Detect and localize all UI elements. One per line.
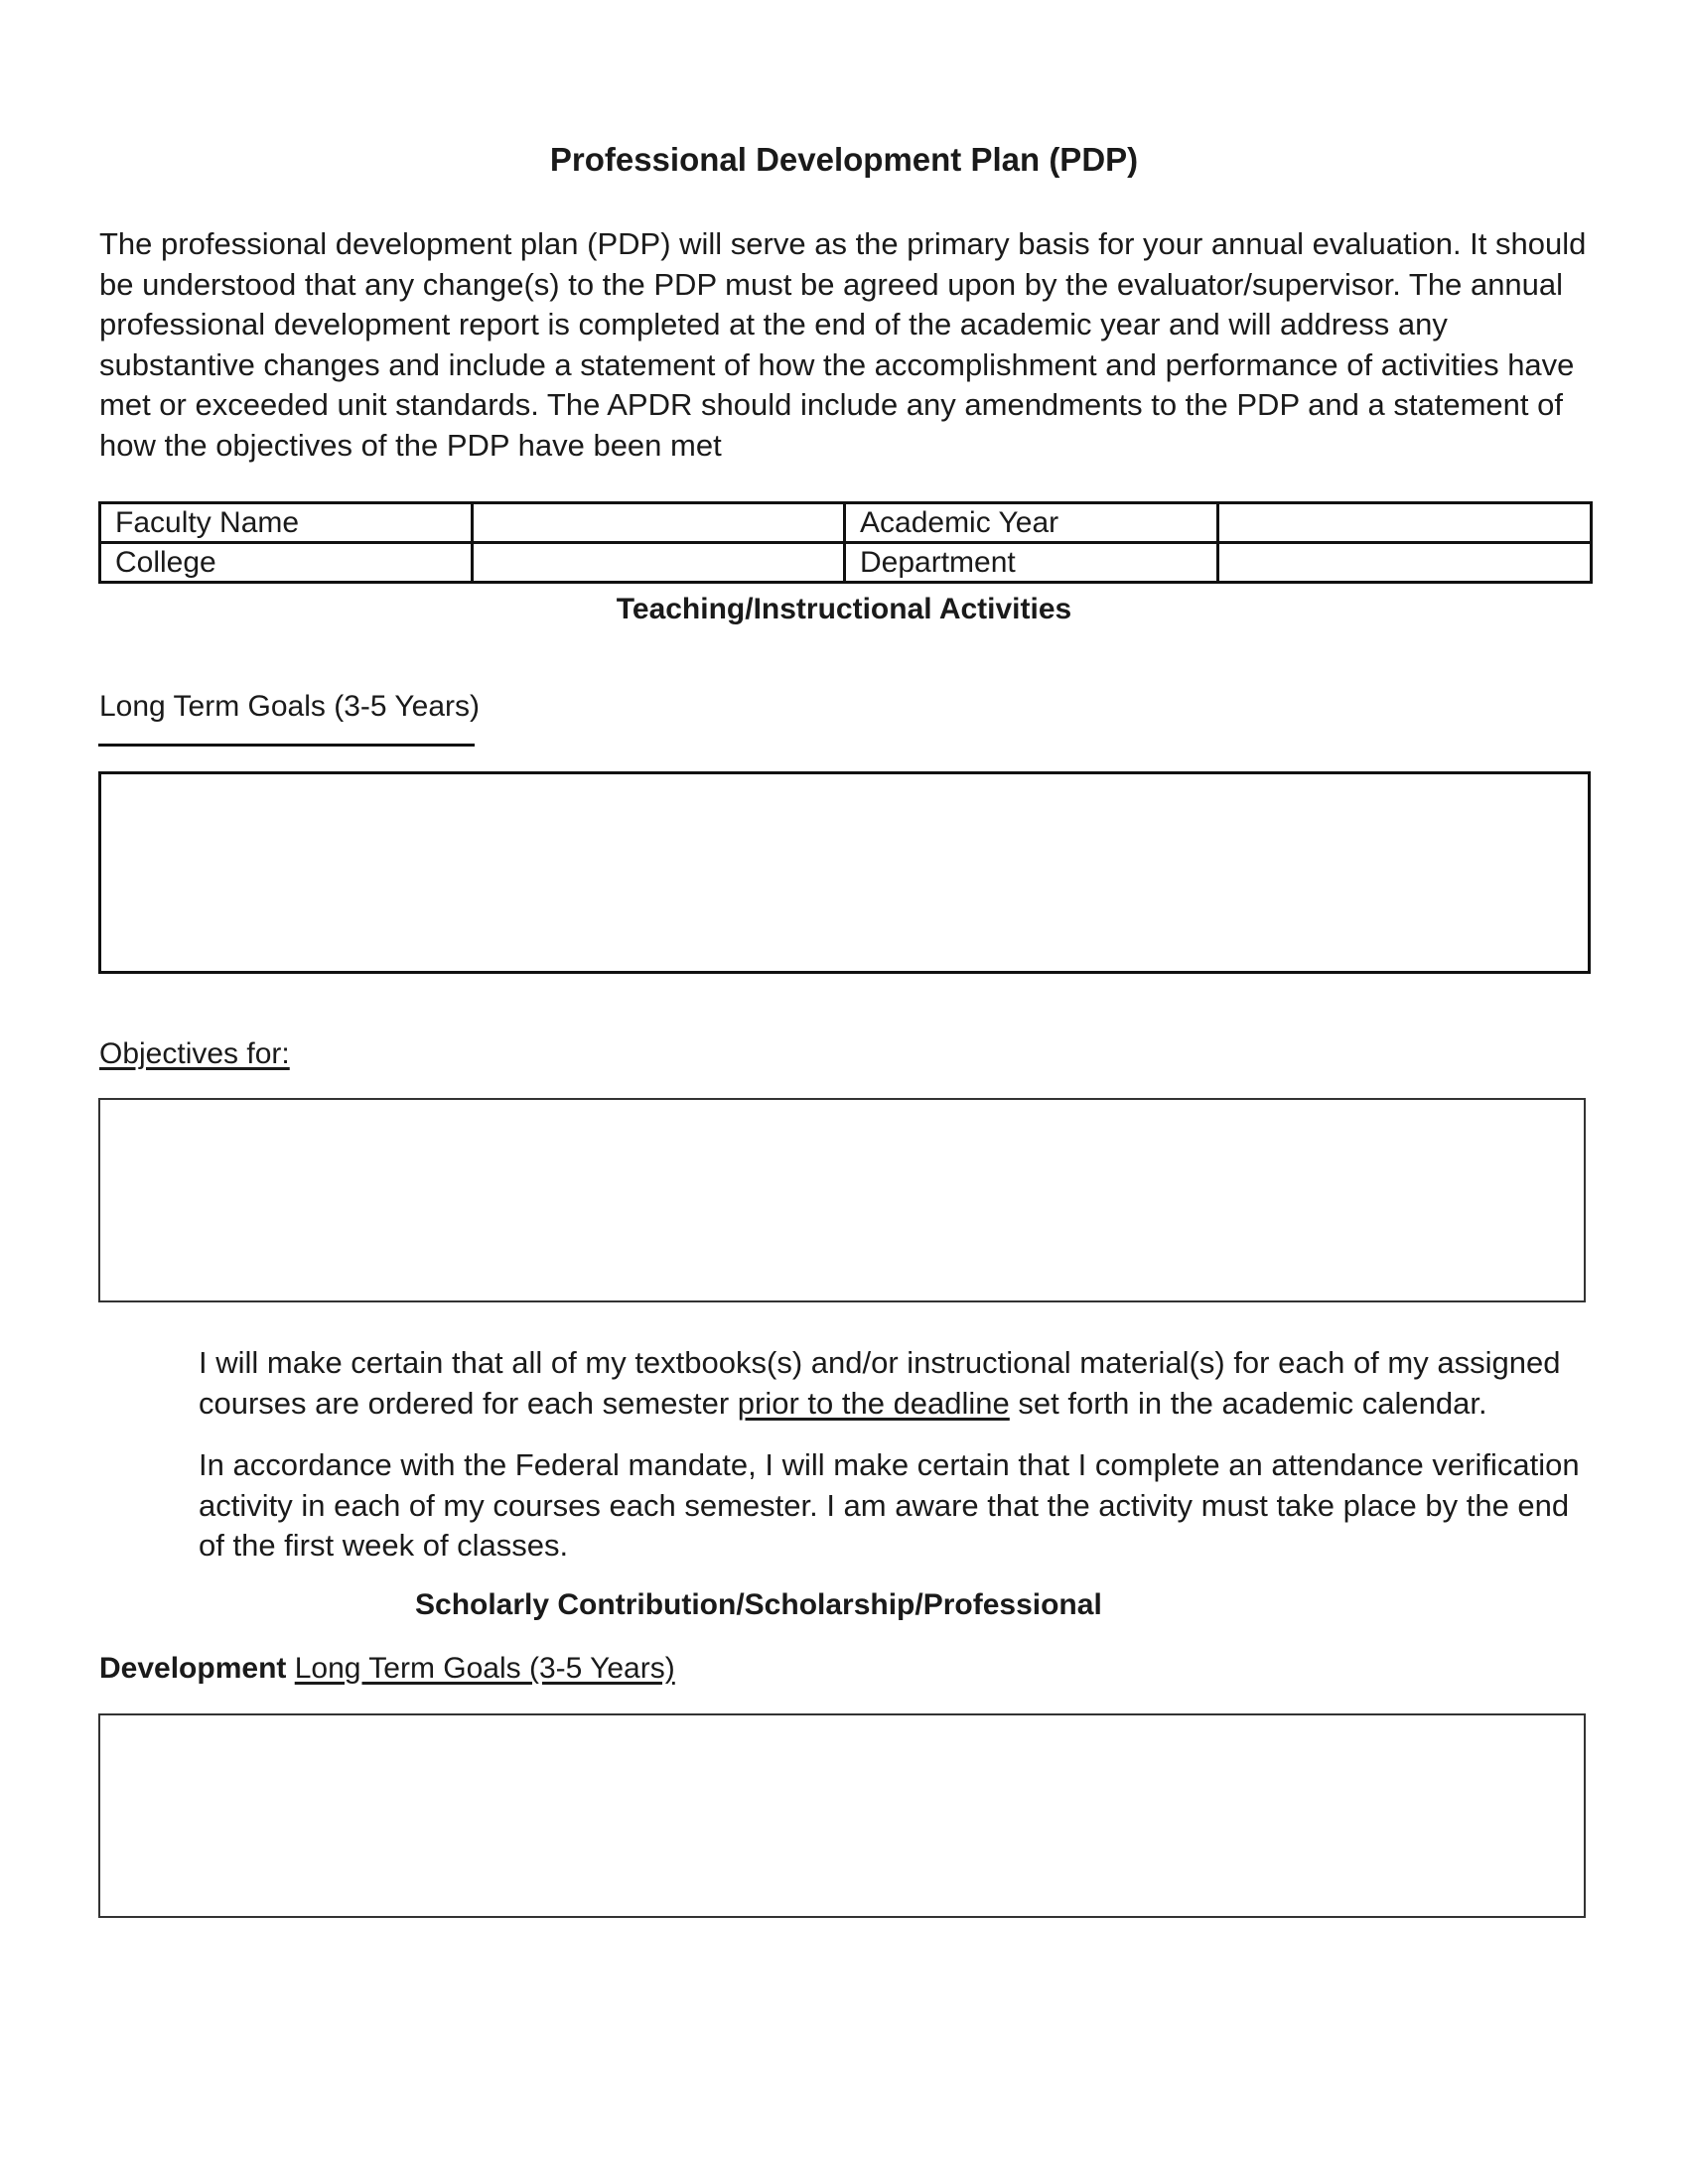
textbook-order-statement (199, 1343, 1589, 1424)
objectives-box[interactable] (98, 1098, 1586, 1302)
attendance-verification-statement: In accordance with the Federal mandate, I will make certain that I complete an attendance verification activity in each of my courses each semester. I am aware that the activity must take place by the end of the first week of classes. (199, 1447, 1580, 1564)
teaching-long-term-goals-box[interactable] (98, 771, 1591, 974)
scholarship-heading-continued: Development (99, 1652, 287, 1685)
college-field[interactable] (473, 543, 845, 583)
scholarship-section-heading: Scholarly Contribution/Scholarship/Professional (415, 1588, 1102, 1621)
document-title: Professional Development Plan (PDP) (549, 141, 1139, 178)
deadline-emphasis: prior to the deadline (737, 1385, 1010, 1421)
objectives-label: Objectives for: (99, 1037, 290, 1070)
scholarship-long-term-goals-label: Long Term Goals (3-5 Years) (294, 1652, 675, 1685)
college-label: College (100, 543, 473, 583)
teaching-long-term-goals-label: Long Term Goals (3-5 Years) (99, 690, 480, 723)
teaching-section-heading: Teaching/Instructional Activities (616, 593, 1072, 625)
table-row (100, 543, 1592, 583)
faculty-info-table (98, 501, 1593, 584)
label-underline-rule (98, 744, 475, 747)
scholarship-long-term-goals-line (99, 1652, 675, 1686)
academic-year-field[interactable] (1218, 503, 1592, 543)
scholarship-long-term-goals-box[interactable] (98, 1713, 1586, 1918)
department-label: Department (845, 543, 1218, 583)
faculty-name-label: Faculty Name (100, 503, 473, 543)
faculty-name-field[interactable] (473, 503, 845, 543)
statement-text: set forth in the academic calendar. (1009, 1385, 1487, 1421)
statement-text: I will make certain that all of my textbooks(s) and/or instructional material(s) for each of my assigned courses are ordered for each semester (199, 1345, 1561, 1421)
department-field[interactable] (1218, 543, 1592, 583)
intro-paragraph: The professional development plan (PDP) will serve as the primary basis for your annual evaluation. It should be understood that any change(s) to the PDP must be agreed upon by the evaluator/supervisor. The annual professional development report is completed at the end of the academic year and will address any substantive changes and include a statement of how the accomplishment and performance of activities have met or exceeded unit standards. The APDR should include any amendments to the PDP and a statement of how the objectives of the PDP have been met (99, 226, 1587, 463)
academic-year-label: Academic Year (845, 503, 1218, 543)
table-row (100, 503, 1592, 543)
